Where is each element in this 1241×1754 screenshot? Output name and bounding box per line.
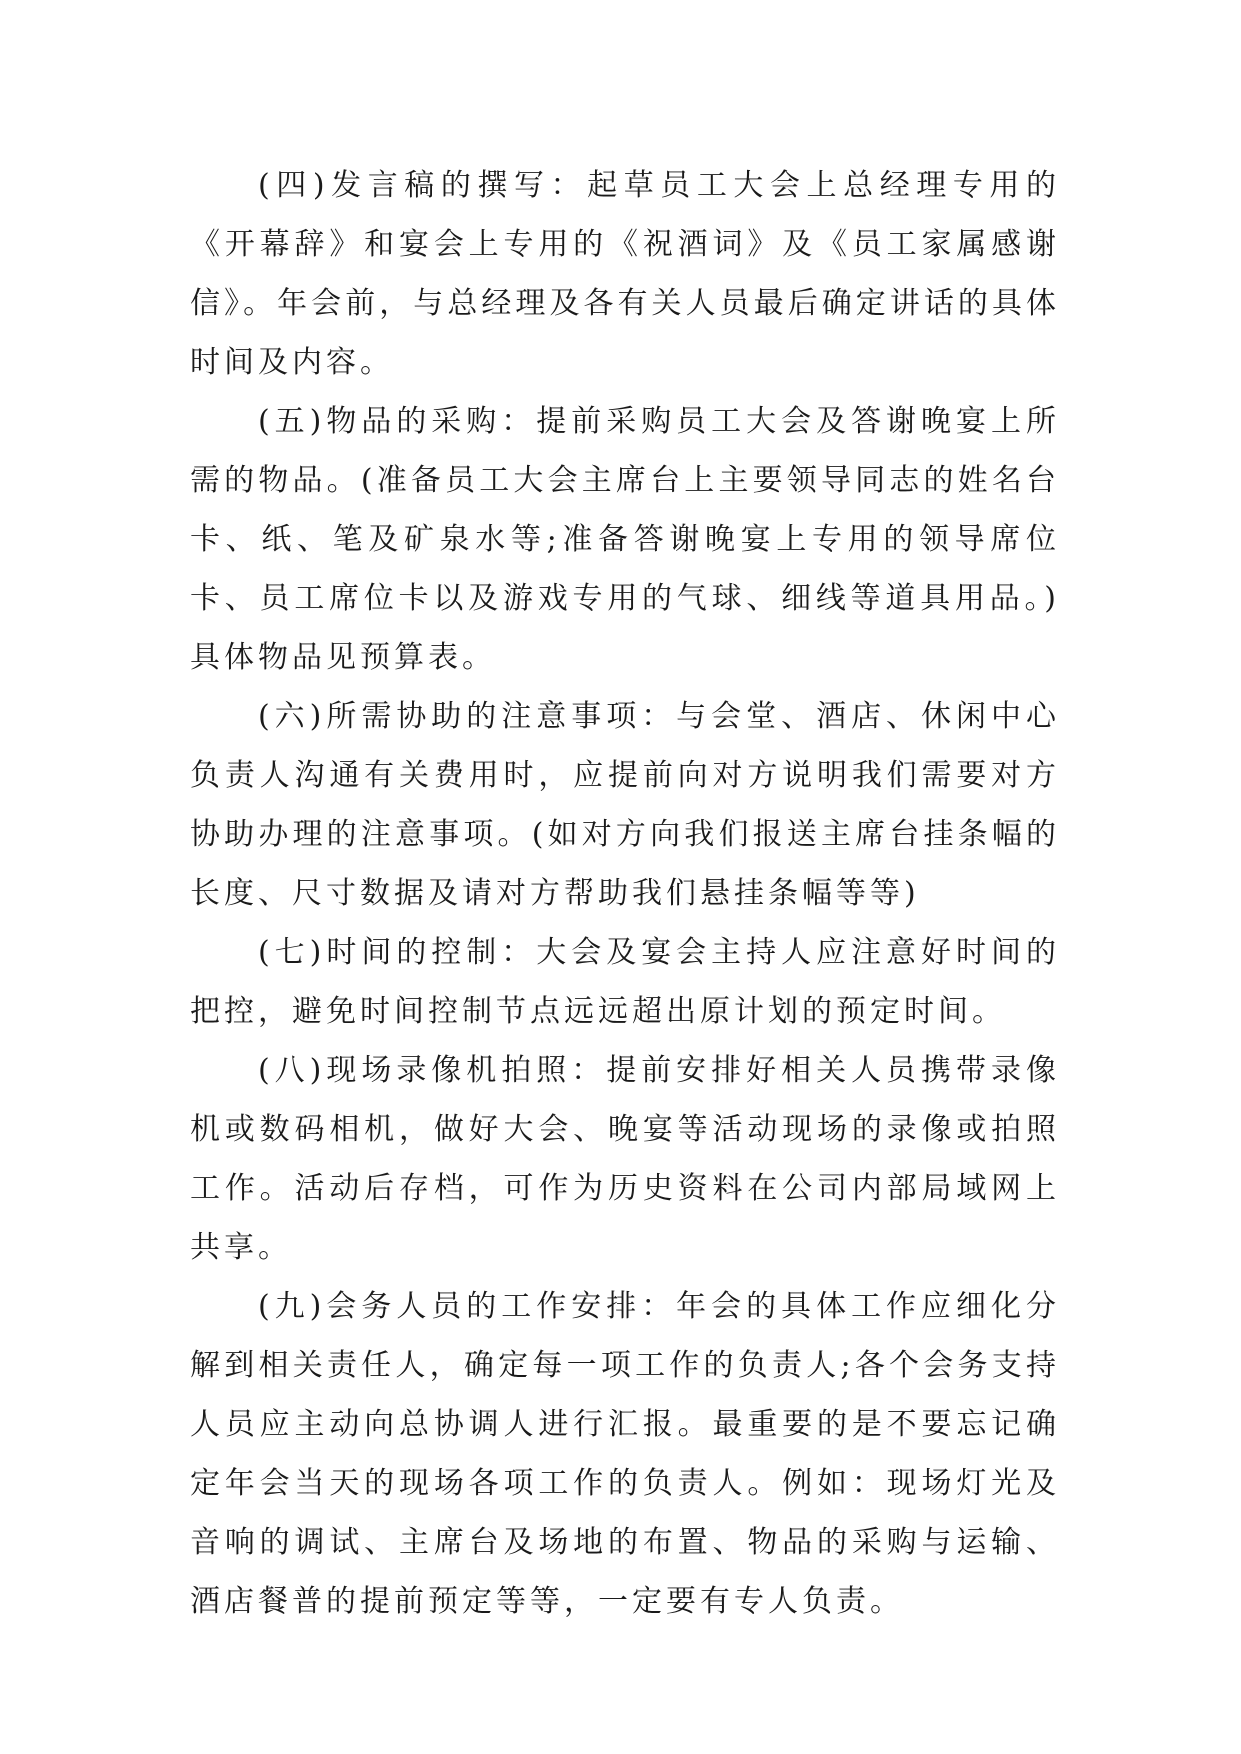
paragraph-purchasing: (五)物品的采购：提前采购员工大会及答谢晚宴上所需的物品。(准备员工大会主席台上主要领导同志的姓名台卡、纸、笔及矿泉水等;准备答谢晚宴上专用的领导席位卡、员工席位卡以及游戏专用的气球、细线等道具用品。)具体物品见预算表。 bbox=[190, 404, 1060, 675]
paragraph-video-photo: (八)现场录像机拍照：提前安排好相关人员携带录像机或数码相机，做好大会、晚宴等活动现场的录像或拍照工作。活动后存档，可作为历史资料在公司内部局域网上共享。 bbox=[190, 1053, 1060, 1265]
paragraph-time-control: (七)时间的控制：大会及宴会主持人应注意好时间的把控，避免时间控制节点远远超出原计划的预定时间。 bbox=[190, 935, 1060, 1029]
paragraph-speech-drafting: (四)发言稿的撰写：起草员工大会上总经理专用的《开幕辞》和宴会上专用的《祝酒词》及《员工家属感谢信》。年会前，与总经理及各有关人员最后确定讲话的具体时间及内容。 bbox=[190, 168, 1060, 380]
paragraph-coordination-notes: (六)所需协助的注意事项：与会堂、酒店、休闲中心负责人沟通有关费用时，应提前向对方说明我们需要对方协助办理的注意事项。(如对方向我们报送主席台挂条幅的长度、尺寸数据及请对方帮助我们悬挂条幅等等) bbox=[190, 699, 1060, 911]
document-body bbox=[190, 156, 1060, 1631]
paragraph-staff-arrangement: (九)会务人员的工作安排：年会的具体工作应细化分解到相关责任人，确定每一项工作的负责人;各个会务支持人员应主动向总协调人进行汇报。最重要的是不要忘记确定年会当天的现场各项工作的负责人。例如：现场灯光及音响的调试、主席台及场地的布置、物品的采购与运输、酒店餐普的提前预定等等，一定要有专人负责。 bbox=[190, 1289, 1060, 1619]
